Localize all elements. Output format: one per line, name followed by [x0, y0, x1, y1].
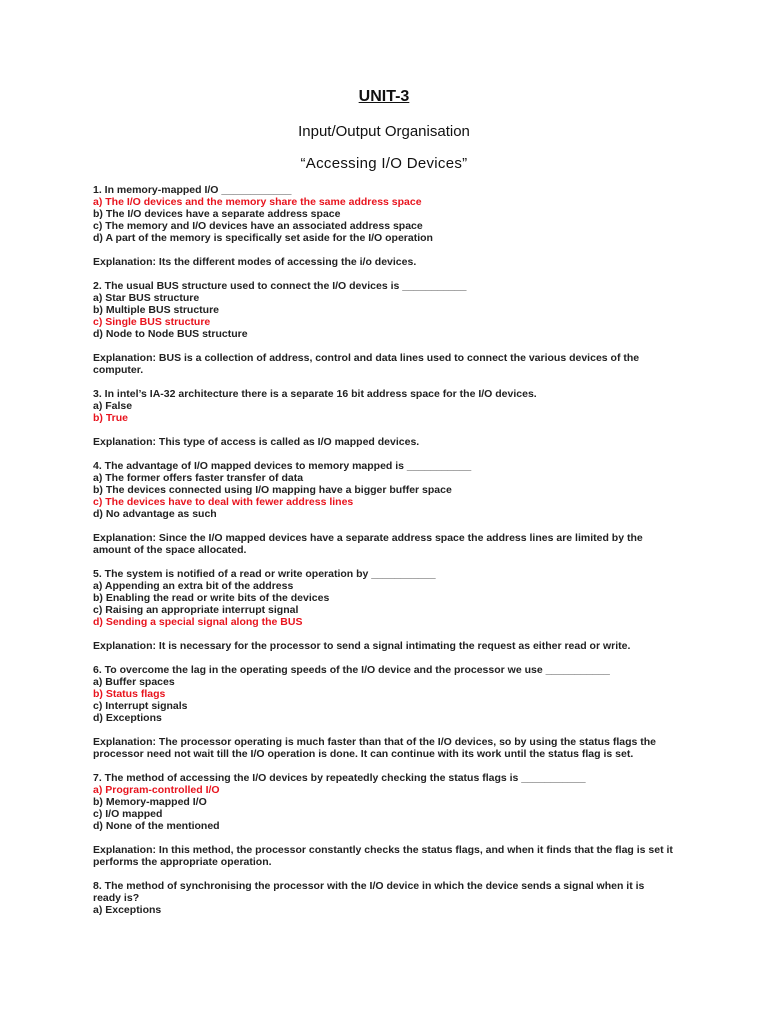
- answer-option: b) The devices connected using I/O mapping have a bigger buffer space: [93, 484, 452, 496]
- answer-option: d) Exceptions: [93, 712, 162, 724]
- answer-option: b) Memory-mapped I/O: [93, 796, 207, 808]
- explanation-text: Explanation: In this method, the processor constantly checks the status flags, and when it finds that the flag is set it performs the appropriate operation.: [93, 844, 673, 868]
- question-block: [93, 568, 673, 628]
- answer-option: a) Exceptions: [93, 904, 162, 916]
- question-list: [93, 184, 673, 928]
- answer-option: c) The memory and I/O devices have an associated address space: [93, 220, 423, 232]
- explanation-text: Explanation: This type of access is called as I/O mapped devices.: [93, 436, 420, 448]
- question-block: [93, 664, 673, 724]
- question-text: 3. In intel’s IA-32 architecture there is a separate 16 bit address space for the I/O devices.: [93, 388, 537, 400]
- answer-option: c) Interrupt signals: [93, 700, 188, 712]
- answer-option: d) A part of the memory is specifically set aside for the I/O operation: [93, 232, 433, 244]
- correct-answer-option: b) Status flags: [93, 688, 166, 700]
- question-text: 1. In memory-mapped I/O ____________: [93, 184, 292, 196]
- answer-option: a) Appending an extra bit of the address: [93, 580, 294, 592]
- answer-option: b) The I/O devices have a separate address space: [93, 208, 341, 220]
- question-text: 4. The advantage of I/O mapped devices to memory mapped is ___________: [93, 460, 472, 472]
- question-block: [93, 388, 673, 424]
- question-text: 6. To overcome the lag in the operating speeds of the I/O device and the processor we use ___________: [93, 664, 610, 676]
- explanation-text: Explanation: BUS is a collection of address, control and data lines used to connect the various devices of the computer.: [93, 352, 640, 376]
- answer-option: d) None of the mentioned: [93, 820, 220, 832]
- answer-option: c) I/O mapped: [93, 808, 163, 820]
- question-block: [93, 772, 673, 832]
- answer-option: c) Raising an appropriate interrupt signal: [93, 604, 299, 616]
- answer-option: a) The former offers faster transfer of data: [93, 472, 304, 484]
- answer-option: b) Enabling the read or write bits of the devices: [93, 592, 330, 604]
- question-block: [93, 280, 673, 340]
- question-text: 7. The method of accessing the I/O devices by repeatedly checking the status flags is ___________: [93, 772, 586, 784]
- section-title: “Accessing I/O Devices”: [300, 155, 468, 172]
- answer-option: b) Multiple BUS structure: [93, 304, 220, 316]
- explanation-text: Explanation: It is necessary for the processor to send a signal intimating the request as either read or write.: [93, 640, 631, 652]
- question-text: 2. The usual BUS structure used to connect the I/O devices is ___________: [93, 280, 467, 292]
- correct-answer-option: b) True: [93, 412, 129, 424]
- answer-option: d) No advantage as such: [93, 508, 217, 520]
- correct-answer-option: c) The devices have to deal with fewer address lines: [93, 496, 354, 508]
- answer-option: a) False: [93, 400, 133, 412]
- question-block: [93, 460, 673, 520]
- explanation-text: Explanation: Its the different modes of accessing the i/o devices.: [93, 256, 417, 268]
- correct-answer-option: a) The I/O devices and the memory share the same address space: [93, 196, 422, 208]
- question-block: [93, 184, 673, 244]
- correct-answer-option: c) Single BUS structure: [93, 316, 211, 328]
- explanation-text: Explanation: Since the I/O mapped devices have a separate address space the address lines are limited by the amount of the space allocated.: [93, 532, 643, 556]
- answer-option: a) Star BUS structure: [93, 292, 200, 304]
- answer-option: d) Node to Node BUS structure: [93, 328, 248, 340]
- question-text: 8. The method of synchronising the processor with the I/O device in which the device sends a signal when it is ready is?: [93, 880, 645, 904]
- question-block: [93, 880, 673, 916]
- chapter-subtitle: Input/Output Organisation: [298, 123, 470, 140]
- unit-title: UNIT-3: [358, 88, 410, 105]
- question-text: 5. The system is notified of a read or write operation by ___________: [93, 568, 436, 580]
- answer-option: a) Buffer spaces: [93, 676, 175, 688]
- correct-answer-option: d) Sending a special signal along the BUS: [93, 616, 303, 628]
- explanation-text: Explanation: The processor operating is much faster than that of the I/O devices, so by using the status flags the processor need not wait till the I/O operation is done. It can continue with its work until the status flag is set.: [93, 736, 657, 760]
- correct-answer-option: a) Program-controlled I/O: [93, 784, 220, 796]
